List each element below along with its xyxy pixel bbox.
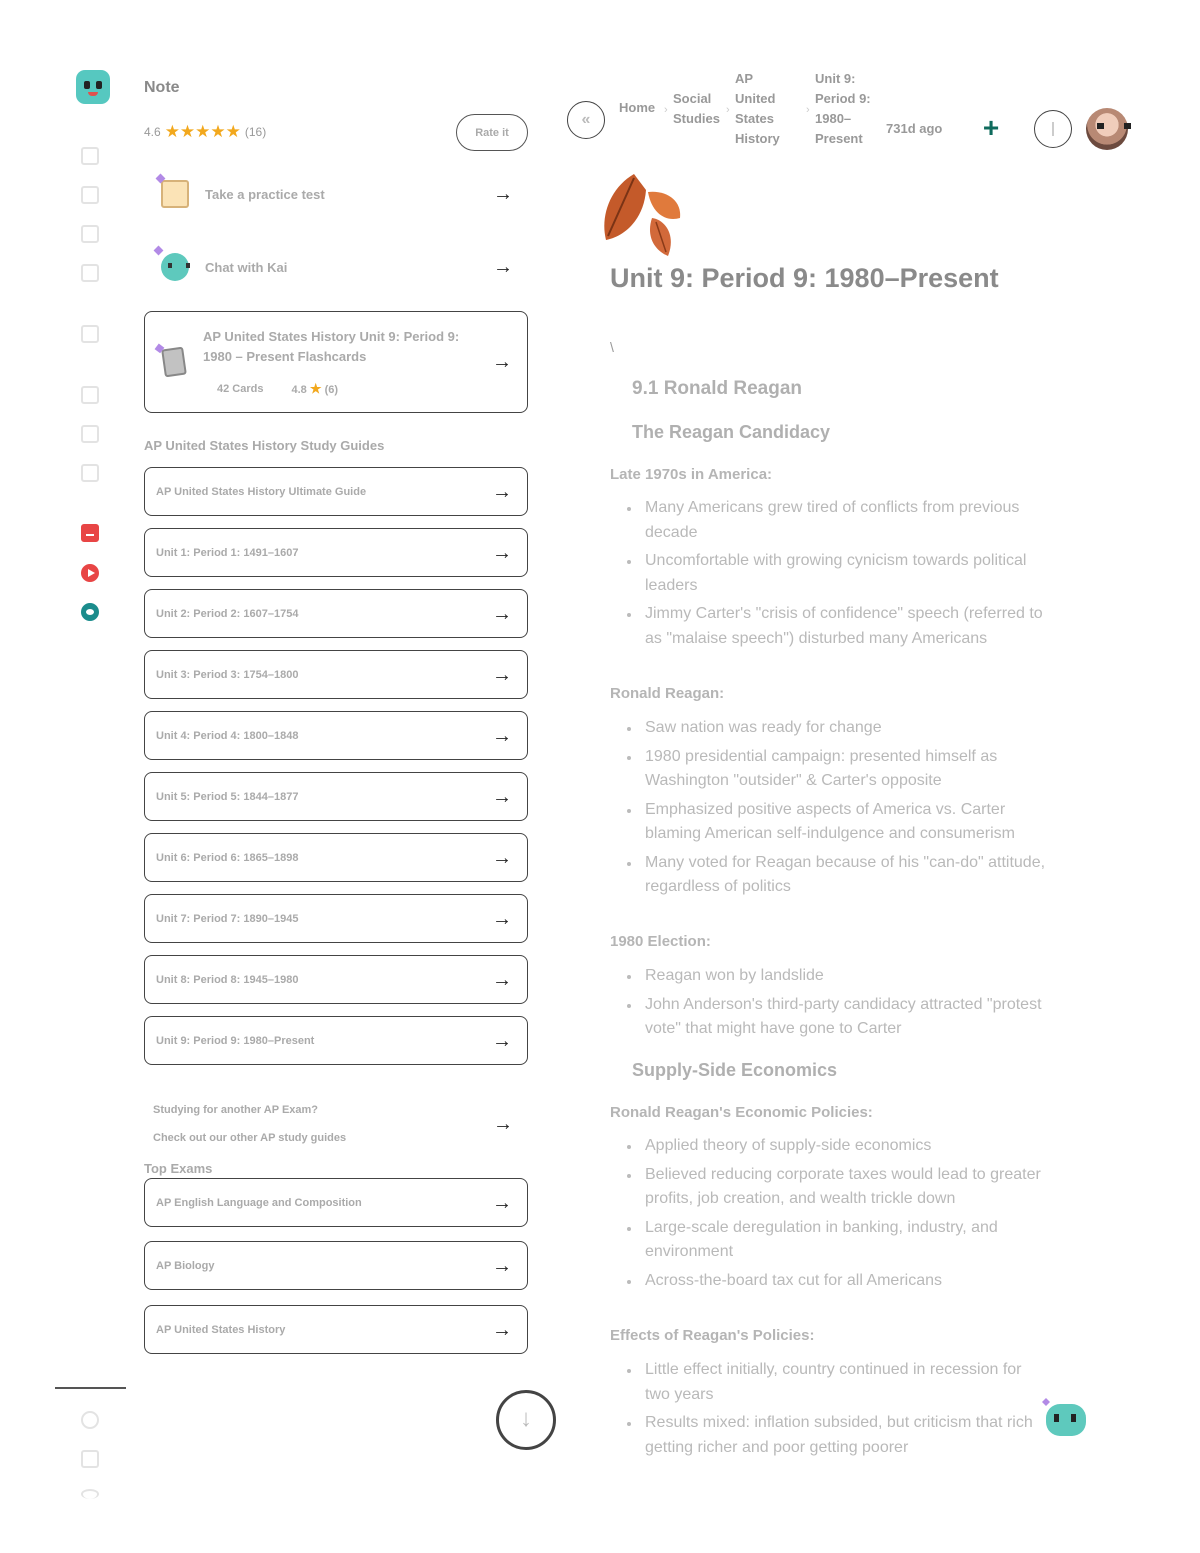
rail-divider bbox=[55, 1387, 126, 1389]
flashcards-card[interactable] bbox=[144, 311, 528, 413]
list-item: Little effect initially, country continued in recession for two years bbox=[626, 1358, 1046, 1407]
list-item: Jimmy Carter's "crisis of confidence" speech (referred to as "malaise speech") disturbed many Americans bbox=[626, 602, 1046, 651]
study-guide-button-label: Unit 3: Period 3: 1754–1800 bbox=[156, 668, 299, 681]
chat-icon[interactable] bbox=[81, 603, 99, 621]
practice-test-icon bbox=[161, 180, 189, 208]
megaphone-icon[interactable] bbox=[81, 386, 99, 404]
account-icon[interactable] bbox=[81, 1489, 99, 1499]
practice-test-label: Take a practice test bbox=[205, 186, 325, 202]
stray-text: \ bbox=[610, 339, 614, 355]
star-icon: ★ bbox=[309, 381, 322, 396]
subsection-heading: Supply-Side Economics bbox=[632, 1060, 838, 1080]
breadcrumb-item[interactable]: Social Studies bbox=[673, 91, 720, 126]
document-title: Unit 9: Period 9: 1980–Present bbox=[610, 263, 999, 293]
list-item: Saw nation was ready for change bbox=[626, 716, 1046, 741]
chat-kai-label: Chat with Kai bbox=[205, 259, 288, 275]
study-guide-button[interactable] bbox=[144, 589, 528, 638]
back-button[interactable]: « bbox=[567, 101, 605, 139]
kai-assistant-icon[interactable] bbox=[1042, 1398, 1086, 1438]
list-item: Believed reducing corporate taxes would lead to greater profits, job creation, and wealth trickle down bbox=[626, 1163, 1046, 1212]
arrow-right-icon: → bbox=[492, 541, 512, 564]
late70s-list bbox=[626, 496, 1046, 655]
chat-kai-row[interactable] bbox=[144, 242, 528, 292]
flashcards-meta bbox=[217, 381, 491, 397]
arrow-right-icon: → bbox=[493, 256, 513, 278]
reagan-list bbox=[626, 716, 1046, 904]
store-icon[interactable] bbox=[81, 1450, 99, 1468]
study-guide-button[interactable] bbox=[144, 467, 528, 516]
study-guide-button-label: Unit 2: Period 2: 1607–1754 bbox=[156, 607, 299, 620]
list-item: Results mixed: inflation subsided, but criticism that rich getting richer and poor getting poorer bbox=[626, 1411, 1046, 1460]
more-options-button[interactable] bbox=[1034, 110, 1072, 148]
list-item: Emphasized positive aspects of America vs. Carter blaming American self-indulgence and consumerism bbox=[626, 798, 1046, 847]
arrow-right-icon: → bbox=[492, 907, 512, 930]
chevron-right-icon: › bbox=[806, 104, 810, 116]
arrow-right-icon: → bbox=[492, 1191, 512, 1214]
flashcards-icon bbox=[161, 347, 187, 378]
list-heading: Ronald Reagan: bbox=[610, 685, 725, 702]
arrow-right-icon: → bbox=[492, 846, 512, 869]
flashcards-count: 42 Cards bbox=[217, 383, 264, 395]
note-title: Note bbox=[144, 79, 180, 96]
arrow-right-icon: → bbox=[492, 480, 512, 503]
arrow-right-icon: → bbox=[492, 1029, 512, 1052]
list-heading: Ronald Reagan's Economic Policies: bbox=[610, 1104, 873, 1121]
top-exam-button-label: AP English Language and Composition bbox=[156, 1196, 362, 1209]
study-guide-button-label: Unit 7: Period 7: 1890–1945 bbox=[156, 912, 299, 925]
avatar[interactable] bbox=[1086, 108, 1128, 150]
list-item: Many voted for Reagan because of his "can-do" attitude, regardless of politics bbox=[626, 851, 1046, 900]
effects-list bbox=[626, 1358, 1046, 1464]
arrow-right-icon: → bbox=[492, 724, 512, 747]
subsection-heading: The Reagan Candidacy bbox=[632, 422, 831, 442]
arrow-right-icon: → bbox=[492, 1254, 512, 1277]
list-item: Reagan won by landslide bbox=[626, 964, 1046, 989]
other-exam-link[interactable] bbox=[144, 1094, 528, 1154]
arrow-right-icon: → bbox=[492, 351, 512, 373]
last-edited: 731d ago bbox=[886, 121, 943, 136]
list-item: Uncomfortable with growing cynicism towards political leaders bbox=[626, 549, 1046, 598]
top-exam-button[interactable] bbox=[144, 1178, 528, 1227]
checklist-icon[interactable] bbox=[81, 425, 99, 443]
list-item: Large-scale deregulation in banking, industry, and environment bbox=[626, 1216, 1046, 1265]
chevron-right-icon: › bbox=[664, 104, 668, 116]
study-guide-button-label: Unit 4: Period 4: 1800–1848 bbox=[156, 729, 299, 742]
arrow-right-icon: → bbox=[493, 183, 513, 205]
arrow-right-icon: → bbox=[492, 663, 512, 686]
breadcrumb-item[interactable]: AP United States History bbox=[735, 71, 780, 146]
study-guide-button[interactable] bbox=[144, 650, 528, 699]
chevron-right-icon: › bbox=[726, 104, 730, 116]
list-item: 1980 presidential campaign: presented himself as Washington "outsider" & Carter's opposite bbox=[626, 745, 1046, 794]
flashcards-title: AP United States History Unit 9: Period 9: 1980 – Present Flashcards bbox=[203, 329, 460, 364]
breadcrumb-item[interactable]: Home bbox=[619, 100, 656, 115]
app-logo-icon[interactable] bbox=[76, 70, 110, 104]
add-button[interactable]: + bbox=[982, 112, 1000, 143]
section-heading: 9.1 Ronald Reagan bbox=[632, 378, 802, 399]
video-icon[interactable] bbox=[81, 564, 99, 582]
top-exam-button[interactable] bbox=[144, 1241, 528, 1290]
breadcrumb-item[interactable]: Unit 9: Period 9: 1980– Present bbox=[815, 71, 871, 146]
bookmark-icon[interactable] bbox=[81, 225, 99, 243]
list-heading: Effects of Reagan's Policies: bbox=[610, 1327, 815, 1344]
study-guide-button-label: Unit 8: Period 8: 1945–1980 bbox=[156, 973, 299, 986]
study-guide-button-label: Unit 6: Period 6: 1865–1898 bbox=[156, 851, 299, 864]
list-item: John Anderson's third-party candidacy attracted "protest vote" that might have gone to Carter bbox=[626, 993, 1046, 1042]
rating-count: (16) bbox=[244, 125, 267, 139]
note-rating bbox=[144, 122, 266, 142]
arrow-right-icon: → bbox=[492, 785, 512, 808]
arrow-right-icon: → bbox=[492, 968, 512, 991]
arrow-right-icon: → bbox=[493, 1113, 513, 1135]
home-icon[interactable] bbox=[81, 147, 99, 165]
study-guide-button-label: Unit 1: Period 1: 1491–1607 bbox=[156, 546, 299, 559]
autumn-leaves-icon bbox=[596, 170, 688, 258]
study-guide-button[interactable] bbox=[144, 772, 528, 821]
rate-it-button[interactable]: Rate it bbox=[456, 114, 528, 151]
flashcards-rating: 4.8 ★ (6) bbox=[291, 381, 339, 396]
list-item: Many Americans grew tired of conflicts from previous decade bbox=[626, 496, 1046, 545]
study-guide-button[interactable] bbox=[144, 1016, 528, 1065]
practice-test-row[interactable] bbox=[144, 169, 528, 219]
study-guide-button[interactable] bbox=[144, 955, 528, 1004]
calendar-icon[interactable] bbox=[81, 464, 99, 482]
presentation-icon[interactable] bbox=[81, 325, 99, 343]
other-exam-line1: Studying for another AP Exam? bbox=[153, 1104, 319, 1116]
study-guides-heading: AP United States History Study Guides bbox=[144, 438, 385, 453]
star-icons: ★★★★★ bbox=[164, 122, 241, 141]
pdf-icon[interactable] bbox=[81, 524, 99, 542]
list-item: Applied theory of supply-side economics bbox=[626, 1134, 1046, 1159]
arrow-right-icon: → bbox=[492, 1318, 512, 1341]
list-heading: 1980 Election: bbox=[610, 933, 711, 950]
kai-icon bbox=[161, 253, 189, 281]
top-exam-button-label: AP United States History bbox=[156, 1323, 286, 1336]
study-guide-button-label: AP United States History Ultimate Guide bbox=[156, 485, 367, 498]
list-item: Across-the-board tax cut for all Americans bbox=[626, 1269, 1046, 1294]
study-guide-button-label: Unit 5: Period 5: 1844–1877 bbox=[156, 790, 299, 803]
top-exam-button-label: AP Biology bbox=[156, 1259, 215, 1272]
study-guide-button[interactable] bbox=[144, 833, 528, 882]
other-exam-line2: Check out our other AP study guides bbox=[153, 1132, 347, 1144]
top-exams-heading: Top Exams bbox=[144, 1161, 213, 1176]
study-guide-button-label: Unit 9: Period 9: 1980–Present bbox=[156, 1034, 315, 1047]
study-guide-button[interactable] bbox=[144, 894, 528, 943]
list-heading: Late 1970s in America: bbox=[610, 466, 773, 483]
policies-list bbox=[626, 1134, 1046, 1297]
circle-icon[interactable] bbox=[81, 1411, 99, 1429]
top-exam-button[interactable] bbox=[144, 1305, 528, 1354]
study-guide-button[interactable] bbox=[144, 528, 528, 577]
election-list bbox=[626, 964, 1046, 1046]
scroll-down-button[interactable] bbox=[496, 1390, 556, 1450]
library-icon[interactable] bbox=[81, 186, 99, 204]
trash-icon[interactable] bbox=[81, 264, 99, 282]
study-guide-button[interactable] bbox=[144, 711, 528, 760]
icon-rail bbox=[0, 0, 130, 1553]
rating-value: 4.6 bbox=[144, 125, 161, 139]
arrow-right-icon: → bbox=[492, 602, 512, 625]
